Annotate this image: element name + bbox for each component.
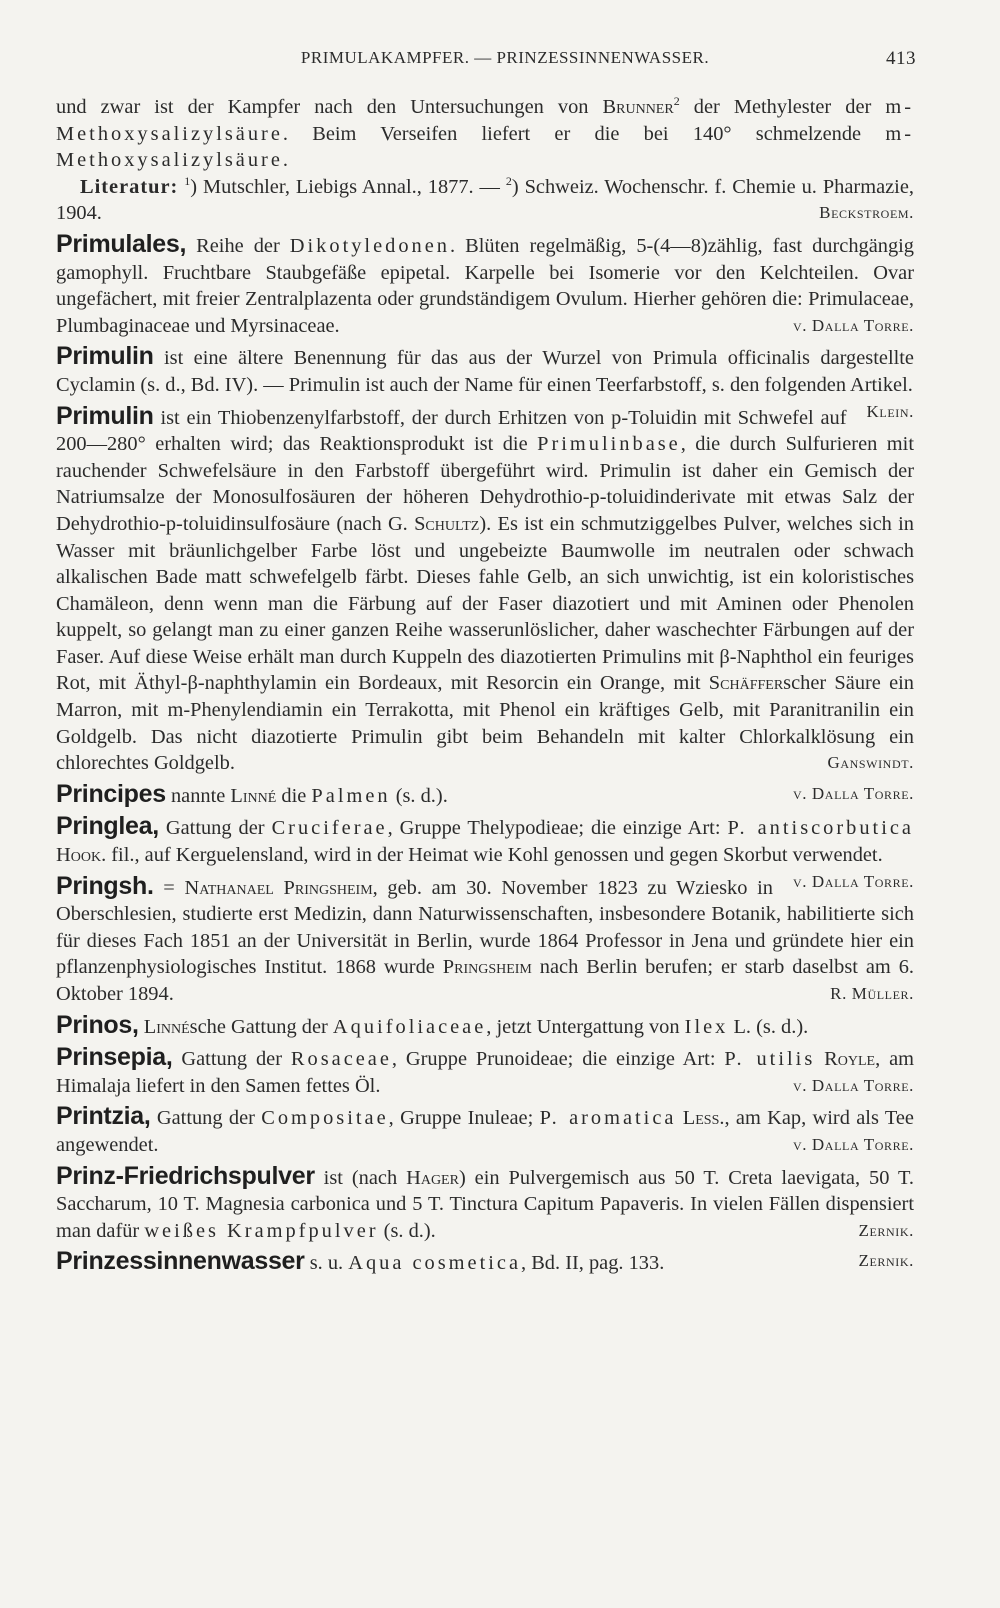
entry-pringlea: Pringlea, Gattung der Cruciferae, Gruppe Thelypodieae; die einzige Art: P. antiscorbutica Hook. fil., auf Kerguelensland, wird in der Heimat wie Kohl genossen und gegen Skorbut verwendet. v. Dalla Torre.	[56, 813, 914, 868]
entry-lemma: Prinz-Friedrichspulver	[56, 1161, 315, 1190]
entry-primulin-2: Primulin ist ein Thiobenzenylfarbstoff, der durch Erhitzen von p-Toluidin mit Schwefel auf 200—280° erhalten wird; das Reaktionsprodukt ist die Primulinbase, die durch Sulfurieren mit rauchender Schwefelsäure in den Farbstoff übergeführt wird. Primulin ist daher ein Gemisch der Natriumsalze der Monosulfosäuren der höheren Dehydrothio-p-toluidinderivate mit etwas Salz der Dehydrothio-p-toluidinsulfosäure (nach G. Schultz). Es ist ein schmutziggelbes Pulver, welches sich in Wasser mit bräunlichgelber Farbe löst und ungebeizte Baumwolle im neutralen oder schwach alkalischen Bade matt schwefelgelb färbt. Dieses fahle Gelb, an sich unwichtig, ist ein koloristisches Chamäleon, denn wenn man die Färbung auf der Faser diazotiert und mit Aminen oder Phenolen kuppelt, so gelangt man zu einer ganzen Reihe wasserunlöslicher, daher waschechter Färbungen auf der Faser. Auf diese Weise erhält man durch Kuppeln des diazotierten Primulins mit β-Naphthol ein feuriges Rot, mit Äthyl-β-naphthylamin ein Bordeaux, mit Resorcin ein Orange, mit Schäfferscher Säure ein Marron, mit m-Phenylendiamin ein Terrakotta, mit Phenol ein kräftiges Gelb, mit Paranitranilin ein Goldgelb. Das nicht diazotierte Primulin gibt beim Behandeln mit kalter Chlorkalklösung ein chlorechtes Goldgelb. Ganswindt.	[56, 403, 914, 777]
spaced-term: Aqua cosmetica	[348, 1252, 522, 1275]
entry-lemma: Primulales,	[56, 229, 187, 258]
literature-text: Schweiz. Wochenschr. f. Chemie u. Pharmazie, 1904.	[56, 175, 914, 225]
entry-prinzessinnenwasser: Prinzessinnenwasser s. u. Aqua cosmetica, Bd. II, pag. 133. Zernik.	[56, 1247, 914, 1276]
entry-lemma: Primulin	[56, 342, 154, 371]
author-name: Schäffer	[708, 672, 784, 695]
entry-author: v. Dalla Torre.	[792, 783, 914, 803]
entry-lemma: Pringlea,	[56, 812, 159, 841]
footnote-ref: 1	[184, 173, 191, 188]
entry-author: Ganswindt.	[827, 753, 914, 773]
author-name: Schultz	[414, 512, 480, 535]
entry-lemma: Prinsepia,	[56, 1043, 173, 1072]
entry-lemma: Principes	[56, 779, 166, 808]
entry-primulin-1: Primulin ist eine ältere Benennung für das aus der Wurzel von Primula officinalis dargestellte Cyclamin (s. d., Bd. IV). — Primulin ist auch der Name für einen Teerfarbstoff, s. den folgenden Artikel. Klein.	[56, 343, 914, 398]
entry-author: R. Müller.	[830, 984, 914, 1003]
page-number: 413	[886, 48, 916, 69]
entry-principes: Principes nannte Linné die Palmen (s. d.). v. Dalla Torre.	[56, 779, 914, 808]
entry-prinz-friedrichspulver: Prinz-Friedrichspulver ist (nach Hager) ein Pulvergemisch aus 50 T. Creta laevigata, 50 T. Saccharum, 10 T. Magnesia carbonica und 5 T. Tinctura Capitum Papaveris. In vielen Fällen dispensiert man dafür weißes Krampfpulver (s. d.). Zernik.	[56, 1163, 914, 1245]
spaced-term: m-Methoxysalizylsäure	[56, 96, 915, 145]
entry-author: v. Dalla Torre.	[792, 315, 914, 335]
spaced-term: Aquifoliaceae	[332, 1015, 487, 1038]
body-text	[56, 94, 914, 1277]
entry-author: Zernik.	[858, 1220, 914, 1240]
author-name: Hook	[56, 844, 102, 867]
author-name: Less	[682, 1107, 720, 1130]
spaced-term: m-Methoxysalizylsäure	[56, 122, 914, 172]
entry-pringsh: Pringsh. = Nathanael Pringsheim, geb. am 30. November 1823 zu Wziesko in Oberschlesien, studierte erst Medizin, dann Naturwissenschaften, insbesondere Botanik, habilitierte sich für dieses Fach 1851 an der Universität in Berlin, wurde 1864 Professor in Jena und gründete hier ein pflanzenphysiologisches Institut. 1868 wurde Pringsheim nach Berlin berufen; er starb daselbst am 6. Oktober 1894. R. Müller.	[56, 873, 914, 1008]
spaced-term: Dikotyledonen	[289, 234, 450, 257]
entry-lemma: Prinos,	[56, 1010, 139, 1039]
literature-text: Mutschler, Liebigs Annal., 1877. —	[197, 175, 506, 198]
author-name: Linné	[143, 1015, 190, 1038]
entry-author: Zernik.	[858, 1251, 914, 1271]
author-name: Royle	[824, 1048, 876, 1071]
entry-author: v. Dalla Torre.	[792, 871, 914, 891]
spaced-term: Palmen	[311, 784, 391, 807]
spaced-term: Primulinbase	[537, 433, 681, 456]
spaced-term: Cruciferae	[271, 817, 388, 840]
footnote-ref: 2	[505, 173, 512, 188]
footnote-ref: 2	[673, 94, 680, 109]
entry-primulakampfer-continuation: und zwar ist der Kampfer nach den Untersuchungen von Brunner$^2$ der Methylester der m-Methoxysalizylsäure. Beim Verseifen liefert er die bei 140° schmelzende m-Methoxysalizylsäure. Literatur: $^1$) Mutschler, Liebigs Annal., 1877. — $^2$) Schweiz. Wochenschr. f. Chemie u. Pharmazie, 1904. Beckstroem.	[56, 94, 914, 227]
running-head-title: PRIMULAKAMPFER. — PRINZESSINNENWASSER.	[300, 48, 710, 67]
running-head	[56, 48, 914, 78]
entry-author: Klein.	[866, 401, 914, 421]
author-name: Hager	[406, 1166, 459, 1189]
spaced-term: Rosaceae	[290, 1048, 392, 1071]
spaced-term: Ilex	[684, 1015, 729, 1038]
entry-author: v. Dalla Torre.	[792, 1075, 914, 1095]
entry-prinsepia: Prinsepia, Gattung der Rosaceae, Gruppe Prunoideae; die einzige Art: P. utilis Royle, am Himalaja liefert in den Samen fettes Öl. v. Dalla Torre.	[56, 1044, 914, 1099]
author-name: Nathanael Pringsheim	[184, 876, 373, 899]
spaced-term: P. antiscorbutica	[727, 817, 914, 840]
author-name: Linné	[230, 784, 277, 807]
entry-lemma: Printzia,	[56, 1102, 151, 1131]
entry-author: v. Dalla Torre.	[792, 1134, 914, 1154]
entry-printzia: Printzia, Gattung der Compositae, Gruppe Inuleae; P. aromatica Less., am Kap, wird als Tee angewendet. v. Dalla Torre.	[56, 1103, 914, 1158]
entry-prinos: Prinos, Linnésche Gattung der Aquifoliaceae, jetzt Untergattung von Ilex L. (s. d.).	[56, 1010, 809, 1039]
entry-primulales: Primulales, Reihe der Dikotyledonen. Blüten regelmäßig, 5-(4—8)zählig, fast durchgängig gamophyll. Fruchtbare Staubgefäße epipetal. Karpelle bei Isomerie vor den Kelchteilen. Ovar ungefächert, mit freier Zentralplazenta oder grundständigem Ovulum. Hierher gehören die: Primulaceae, Plumbaginaceae und Myrsinaceae. v. Dalla Torre.	[56, 231, 914, 339]
spaced-term: weißes Krampfpulver	[144, 1219, 379, 1242]
spaced-term: P. aromatica	[539, 1107, 677, 1130]
spaced-term: Compositae	[261, 1107, 389, 1130]
spaced-term: P. utilis	[724, 1048, 816, 1071]
author-name: Pringsheim	[442, 956, 532, 979]
entry-lemma: Pringsh.	[56, 871, 154, 900]
author-name: Brunner	[602, 96, 674, 118]
entry-author: Beckstroem.	[819, 203, 914, 223]
literature-label: Literatur:	[80, 175, 179, 198]
entry-lemma: Primulin	[56, 401, 154, 430]
entry-lemma: Prinzessinnenwasser	[56, 1247, 305, 1276]
